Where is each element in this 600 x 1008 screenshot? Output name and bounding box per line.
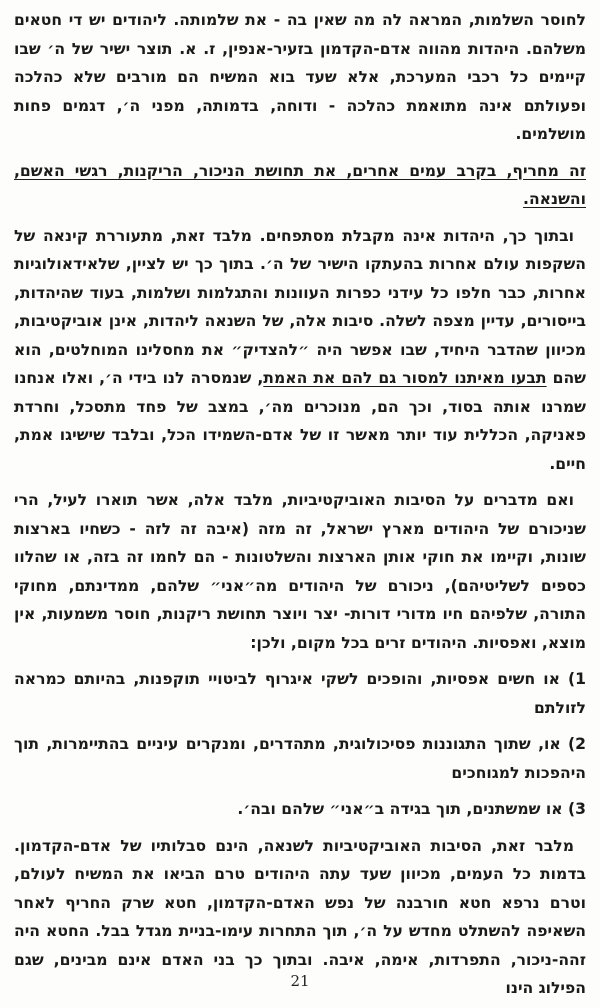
list-item-1: 1) או חשים אפסיות, והופכים לשקי איגרוף לביטויי תוקפנות, בהיותם כמראה לזולתם: [14, 670, 586, 717]
paragraph-2-text-before: ובתוך כך, היהדות אינה מקבלת מסתפחים. מלבד זאת, מתעוררת קינאה של השקפות עולם אחרות בהעתקו הישיר של ה׳. בתוך כך יש לציין, שלאידאולוגיות אחרות, כבר חלפו כל עידני כפרות העוונות והתגלמות ושלמות, בעוד שהיהדות, בייסורים, עדיין מצפה לשלה. סיבות אלה, של השנאה ליהדות, אינן אוביקטיבות, מכיוון שהדבר היחיד, שבו אפשר היה ״להצדיק״ את מחסלינו המוחלטים, הוא שהם: [14, 226, 587, 387]
list-item-2: 2) או, שתוך התגוננות פסיכולוגית, מתהדרים, ומנקרים עיניים בהתיימרות, תוך היהפכות למגוחכים: [14, 735, 586, 782]
paragraph-2-underlined-phrase: תבעו מאיתנו למסור גם להם את האמת: [263, 369, 547, 387]
hebrew-text-body: [14, 6, 586, 1003]
list-item-3: 3) או שמשתנים, תוך בגידה ב״אני״ שלהם ובה׳.: [237, 800, 586, 818]
paragraph-2: [14, 222, 586, 479]
underlined-heading: זה מחריף, בקרב עמים אחרים, את תחושת הניכור, הריקנות, רגשי האשם, והשנאה.: [14, 161, 586, 208]
paragraph-1: לחוסר השלמות, המראה לה מה שאין בה - את שלמותה. ליהודים יש די חטאים משלהם. היהדות מהווה אדם-הקדמון בזעיר-אנפין, ז. א. תוצר ישיר של ה׳ שבו קיימים כל רכבי המערכת, אלא שעד בוא המשיח הם מורבים שלא כהלכה ופעולתם אינה מתואמת כהלכה - ודוחה, בדמותה, מפני ה׳, דגמים פחות מושלמים.: [14, 11, 586, 143]
paragraph-3: ואם מדברים על הסיבות האוביקטיביות, מלבד אלה, אשר תוארו לעיל, הרי שניכורם של היהודים מארץ ישראל, זה מזה (איבה זה לזה - כשחיו בארצות שונות, וקיימו את חוקי אותן הארצות והשלטונות - הם לחמו זה בזה, או שהלוו כספים לשליטיהם), ניכורם של היהודים מה״אני״ שלהם, ממדינתם, מחוקי התורה, שלפיהם חיו מדורי דורות- יצר ויוצר תחושת ריקנות, חוסר משמעות, אין מוצא, ואפסיות. היהודים זרים בכל מקום, ולכן:: [14, 491, 586, 652]
paragraph-2-text-after: , שנמסרה לנו בידי ה׳, ואלו אנחנו שמרנו אותה בסוד, וכך הם, מנוכרים מה׳, במצב של פחד מתסכל, וחרדת פאניקה, הכללית עוד יותר מאשר זו של אדם-השמידו הכל, ובלבד שישיגו אמת, חיים.: [14, 369, 586, 473]
paragraph-4: מלבר זאת, הסיבות האוביקטיביות לשנאה, הינם סבלותיו של אדם-הקדמון. בדמות כל העמים, מכיוון שעד עתה היהודים טרם הביאו את המשיח לעולם, וטרם נרפא חטא חורבנה של נפש האדם-הקדמון, חטא שרק החריף לאחר השאיפה להשתלט מחדש על ה׳, תוך התחרות עימו-בניית מגדל בבל. החטא היה זהה-ניכור, התפרדות, אימה, איבה. ובתוך כך בני האדם אינם מבינים, שגם הפילוג הינו: [14, 836, 586, 997]
page-number: 21: [290, 972, 310, 990]
